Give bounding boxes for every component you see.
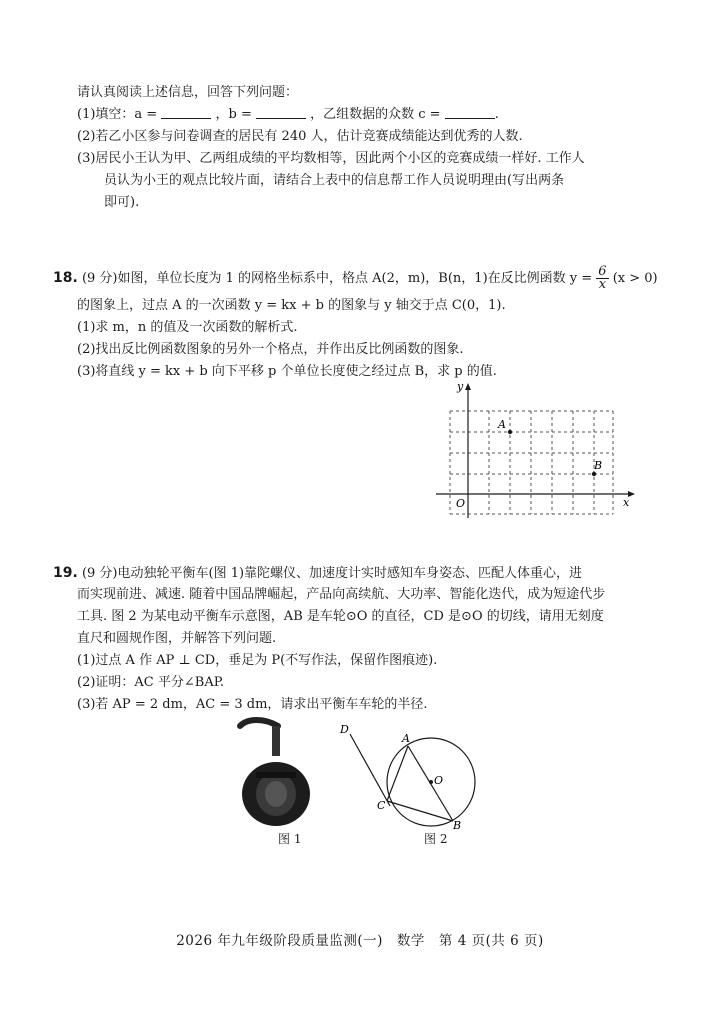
q18-fraction-numerator: 6 (598, 264, 607, 279)
q17-part2: (2)若乙小区参与问卷调查的居民有 240 人，估计竞赛成绩能达到优秀的人数. (77, 129, 523, 144)
q18-header (53, 266, 658, 291)
q19-part2: (2)证明：AC 平分∠BAP. (77, 675, 224, 690)
point-a-label: A (498, 418, 506, 431)
q18-part1: (1)求 m，n 的值及一次函数的解析式. (77, 320, 298, 335)
unicycle-hub-center-icon (265, 781, 287, 807)
q18-number: 18. (53, 270, 78, 286)
point-b-marker (592, 472, 596, 476)
center-o-marker (429, 780, 433, 784)
origin-label: O (456, 497, 466, 510)
point-b-label: B (594, 459, 603, 472)
q18-fraction-denominator: x (598, 277, 607, 292)
q17-intro: 请认真阅读上述信息，回答下列问题： (77, 85, 299, 100)
q18-line1-end: (x > 0) (612, 271, 658, 286)
q17-blank-c[interactable] (445, 106, 495, 119)
label-a: A (402, 732, 410, 745)
unicycle-pedal-icon (256, 772, 296, 778)
figure-1-unicycle (228, 716, 318, 828)
unicycle-stem-icon (272, 726, 280, 756)
q17-part1 (77, 106, 499, 124)
figure-2-geometry (336, 716, 486, 834)
q18-grid-graph (430, 378, 640, 520)
q19-header (53, 564, 582, 583)
label-d: D (340, 723, 349, 736)
unicycle-handle-icon (240, 720, 278, 726)
q19-part1: (1)过点 A 作 AP ⊥ CD，垂足为 P(不写作法，保留作图痕迹). (77, 653, 438, 668)
x-axis-label: x (623, 496, 630, 509)
q18-fraction (596, 266, 608, 291)
label-c: C (377, 799, 386, 812)
page-footer: 2026 年九年级阶段质量监测(一) 数学 第 4 页(共 6 页) (176, 933, 544, 949)
q17-part1-end: . (494, 107, 499, 122)
point-a-marker (508, 430, 512, 434)
q17-blank-b[interactable] (256, 106, 306, 119)
q17-blank-a[interactable] (161, 106, 211, 119)
q17-part1-b-label: ，b = (215, 107, 252, 122)
q19-line4: 直尺和圆规作图，并解答下列问题. (77, 631, 277, 646)
label-b: B (453, 819, 462, 832)
q17-part1-c-label: ，乙组数据的众数 c = (310, 107, 441, 122)
label-o: O (434, 774, 444, 787)
q17-part3-line2: 员认为小王的观点比较片面，请结合上表中的信息帮工作人员说明理由(写出两条 (104, 173, 565, 188)
q17-part3-line3: 即可). (104, 195, 140, 210)
tangent-line-cd (350, 734, 390, 806)
q19-line2: 而实现前进、减速. 随着中国品牌崛起，产品向高续航、大功率、智能化迭代，成为短途代步 (77, 587, 606, 602)
q18-line1: (9 分)如图，单位长度为 1 的网格坐标系中，格点 A(2，m)，B(n，1)在反比例函数 y = (81, 271, 593, 286)
q19-line3: 工具. 图 2 为某电动平衡车示意图，AB 是车轮⊙O 的直径，CD 是⊙O 的切线，请用无刻度 (77, 609, 604, 624)
figure-1-caption: 图 1 (278, 832, 302, 846)
q19-line1: (9 分)电动独轮平衡车(图 1)靠陀螺仪、加速度计实时感知车身姿态、匹配人体重心，进 (81, 566, 583, 581)
q18-line2: 的图象上，过点 A 的一次函数 y = kx + b 的图象与 y 轴交于点 C(0，1). (77, 298, 506, 313)
y-axis-arrow-icon (465, 383, 471, 390)
q17-part1-a-label: (1)填空：a = (77, 107, 158, 122)
q19-part3: (3)若 AP = 2 dm，AC = 3 dm，请求出平衡车车轮的半径. (77, 697, 428, 712)
figure-2-caption: 图 2 (424, 832, 448, 846)
q17-part3-line1: (3)居民小王认为甲、乙两组成绩的平均数相等，因此两个小区的竞赛成绩一样好. 工作人 (77, 151, 585, 166)
q19-number: 19. (53, 565, 78, 581)
q18-part3: (3)将直线 y = kx + b 向下平移 p 个单位长度使之经过点 B，求 p 的值. (77, 364, 497, 379)
y-axis-label: y (457, 380, 464, 393)
q18-part2: (2)找出反比例函数图象的另外一个格点，并作出反比例函数的图象. (77, 342, 464, 357)
